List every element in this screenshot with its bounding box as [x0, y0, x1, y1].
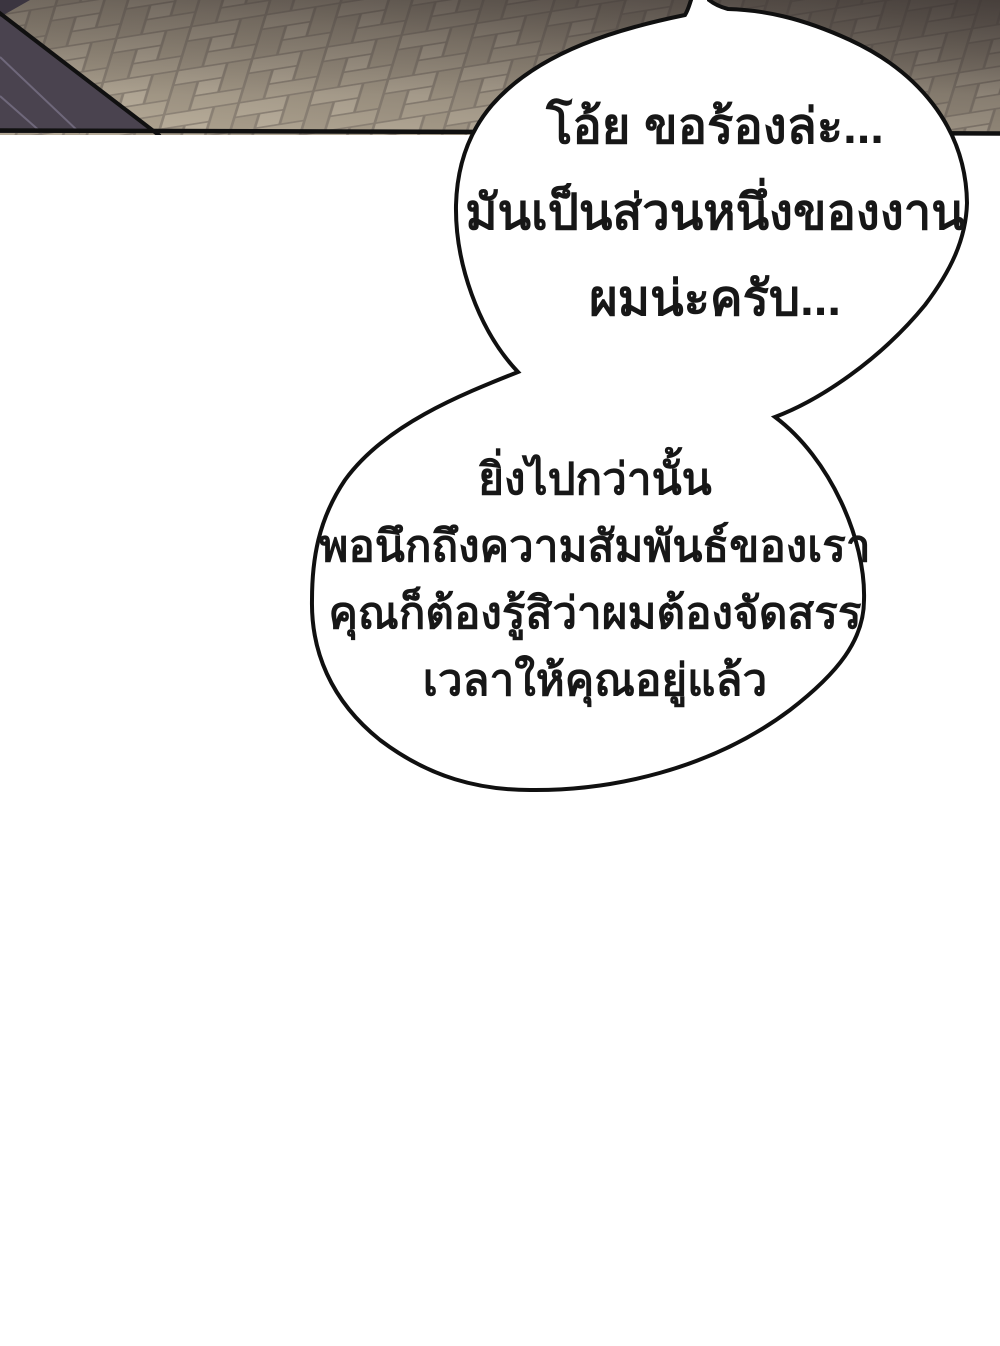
dialogue-line: คุณก็ต้องรู้สิว่าผมต้องจัดสรร	[328, 589, 862, 638]
dialogue-line: ผมน่ะครับ...	[589, 272, 841, 326]
dialogue-line: โอ้ย ขอร้องล่ะ...	[546, 100, 884, 154]
dialogue-line: พอนึกถึงความสัมพันธ์ของเรา	[319, 522, 871, 571]
speech-bubble-2-text	[290, 446, 900, 714]
speech-bubble-1-text	[430, 84, 1000, 342]
dialogue-line: มันเป็นส่วนหนึ่งของงาน	[465, 186, 965, 240]
dialogue-line: ยิ่งไปกว่านั้น	[478, 455, 712, 504]
dialogue-line: เวลาให้คุณอยู่แล้ว	[422, 656, 768, 705]
